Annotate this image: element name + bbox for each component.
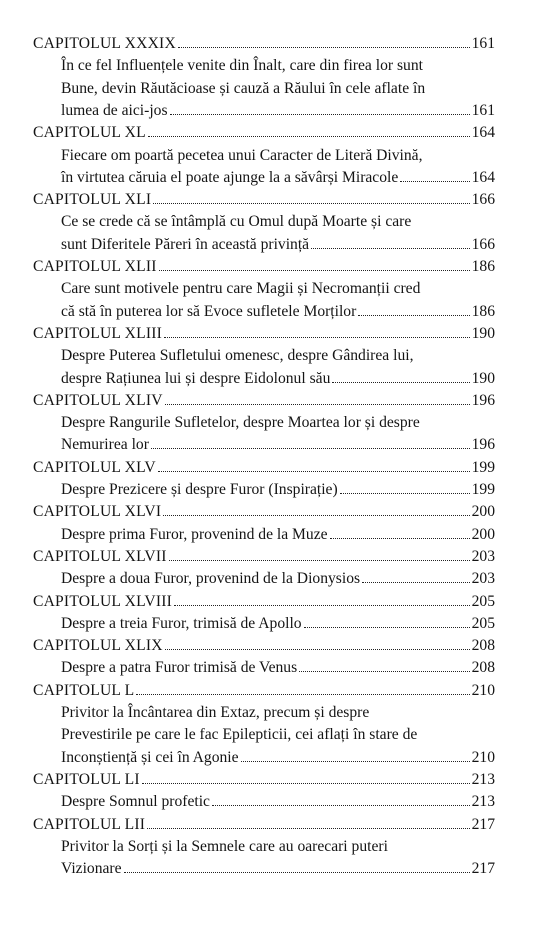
chapter-title: CAPITOLUL XLI bbox=[33, 191, 152, 209]
description-page-number: 200 bbox=[471, 525, 495, 543]
toc-description-line bbox=[61, 702, 495, 724]
toc-description-last-line bbox=[61, 858, 495, 880]
chapter-page-number: 217 bbox=[471, 815, 495, 833]
dot-leader bbox=[362, 582, 470, 583]
dot-leader bbox=[163, 515, 469, 516]
chapter-title: CAPITOLUL XXXIX bbox=[33, 35, 176, 52]
toc-description-line bbox=[61, 345, 495, 367]
description-page-number: 199 bbox=[471, 481, 495, 498]
dot-leader bbox=[304, 627, 470, 628]
dot-leader bbox=[330, 538, 470, 539]
chapter-title: CAPITOLUL XLVII bbox=[33, 547, 167, 565]
toc-chapter-line bbox=[33, 814, 495, 836]
dot-leader bbox=[147, 828, 469, 829]
description-text: Inconștiență și cei în Agonie bbox=[61, 748, 239, 766]
dot-leader bbox=[159, 270, 470, 271]
description-page-number: 166 bbox=[471, 235, 495, 253]
chapter-page-number: 186 bbox=[471, 258, 495, 275]
description-text: că stă în puterea lor să Evoce sufletele Morților bbox=[61, 302, 357, 320]
dot-leader bbox=[169, 560, 470, 561]
description-text: în virtutea căruia el poate ajunge la a săvârși Miracole bbox=[61, 168, 399, 186]
dot-leader bbox=[136, 694, 469, 695]
chapter-page-number: 213 bbox=[471, 770, 495, 788]
description-text: În ce fel Influențele venite din Înalt, care din firea lor sunt bbox=[61, 57, 423, 75]
toc-description-last-line bbox=[61, 791, 495, 813]
toc-description-last-line bbox=[61, 524, 495, 546]
toc-description-last-line bbox=[61, 301, 495, 323]
toc-chapter-line bbox=[33, 635, 495, 657]
toc-description-last-line bbox=[61, 479, 495, 501]
toc-chapter-line bbox=[33, 769, 495, 791]
description-page-number: 203 bbox=[471, 570, 495, 588]
dot-leader bbox=[158, 471, 470, 472]
dot-leader bbox=[165, 649, 470, 650]
toc-chapter-line bbox=[33, 591, 495, 613]
dot-leader bbox=[153, 203, 469, 204]
description-page-number: 210 bbox=[471, 748, 495, 766]
chapter-page-number: 161 bbox=[471, 35, 495, 52]
chapter-title: CAPITOLUL XLIV bbox=[33, 391, 163, 409]
toc-description-line bbox=[61, 412, 495, 434]
description-page-number: 213 bbox=[471, 793, 495, 811]
toc-description-last-line bbox=[61, 747, 495, 769]
dot-leader bbox=[212, 805, 470, 806]
description-page-number: 190 bbox=[471, 369, 495, 387]
description-text: Despre Rangurile Sufletelor, despre Moartea lor și despre bbox=[61, 414, 420, 432]
toc-chapter-line bbox=[33, 33, 495, 55]
toc-description-line bbox=[61, 55, 495, 77]
toc-description-last-line bbox=[61, 613, 495, 635]
dot-leader bbox=[340, 493, 470, 494]
description-text: Vizionare bbox=[61, 860, 122, 878]
toc-description-last-line bbox=[61, 657, 495, 679]
chapter-title: CAPITOLUL XL bbox=[33, 124, 146, 142]
chapter-page-number: 166 bbox=[471, 191, 495, 209]
description-text: Bune, devin Răutăcioase și cauză a Răului în cele aflate în bbox=[61, 79, 426, 97]
toc-chapter-line bbox=[33, 457, 495, 479]
description-text: Nemurirea lor bbox=[61, 436, 149, 454]
description-page-number: 205 bbox=[471, 614, 495, 632]
description-text: Care sunt motivele pentru care Magii și Necromanții cred bbox=[61, 280, 421, 298]
dot-leader bbox=[164, 337, 470, 338]
dot-leader bbox=[178, 47, 470, 48]
chapter-page-number: 208 bbox=[471, 637, 495, 655]
dot-leader bbox=[358, 315, 469, 316]
toc-chapter-line bbox=[33, 546, 495, 568]
description-text: Despre a treia Furor, trimisă de Apollo bbox=[61, 614, 302, 632]
description-text: lumea de aici-jos bbox=[61, 101, 168, 119]
description-text: Privitor la Sorți și la Semnele care au oarecari puteri bbox=[61, 837, 388, 855]
chapter-title: CAPITOLUL XLVI bbox=[33, 503, 162, 521]
chapter-page-number: 196 bbox=[471, 391, 495, 409]
toc-description-last-line bbox=[61, 434, 495, 456]
toc-description-last-line bbox=[61, 568, 495, 590]
dot-leader bbox=[400, 181, 469, 182]
description-text: Ce se crede că se întâmplă cu Omul după Moarte și care bbox=[61, 213, 412, 231]
description-text: Despre prima Furor, provenind de la Muze bbox=[61, 525, 328, 543]
toc-chapter-line bbox=[33, 256, 495, 278]
toc-description-last-line bbox=[61, 100, 495, 122]
chapter-title: CAPITOLUL XLII bbox=[33, 258, 157, 275]
toc-description-line bbox=[61, 145, 495, 167]
chapter-page-number: 210 bbox=[471, 681, 495, 699]
dot-leader bbox=[299, 671, 469, 672]
dot-leader bbox=[151, 448, 470, 449]
description-page-number: 196 bbox=[471, 436, 495, 454]
dot-leader bbox=[241, 761, 470, 762]
chapter-page-number: 164 bbox=[471, 124, 495, 142]
description-text: Despre a doua Furor, provenind de la Dionysios bbox=[61, 570, 361, 588]
toc-chapter-line bbox=[33, 323, 495, 345]
description-text: sunt Diferitele Păreri în această privință bbox=[61, 235, 310, 253]
description-text: Despre Prezicere și despre Furor (Inspirație) bbox=[61, 481, 338, 498]
description-text: Despre Somnul profetic bbox=[61, 793, 210, 811]
dot-leader bbox=[170, 114, 470, 115]
chapter-page-number: 190 bbox=[471, 324, 495, 342]
toc-description-line bbox=[61, 724, 495, 746]
dot-leader bbox=[311, 248, 470, 249]
dot-leader bbox=[165, 404, 470, 405]
toc-description-line bbox=[61, 211, 495, 233]
chapter-page-number: 200 bbox=[471, 503, 495, 521]
dot-leader bbox=[148, 136, 470, 137]
chapter-title: CAPITOLUL XLVIII bbox=[33, 592, 173, 610]
chapter-title: CAPITOLUL LI bbox=[33, 770, 140, 788]
toc-description-line bbox=[61, 278, 495, 300]
description-text: Despre Puterea Sufletului omenesc, despre Gândirea lui, bbox=[61, 347, 414, 365]
chapter-title: CAPITOLUL L bbox=[33, 681, 135, 699]
dot-leader bbox=[332, 382, 469, 383]
description-page-number: 186 bbox=[471, 302, 495, 320]
description-text: Privitor la Încântarea din Extaz, precum și despre bbox=[61, 704, 370, 721]
chapter-page-number: 203 bbox=[471, 547, 495, 565]
toc-chapter-line bbox=[33, 501, 495, 523]
toc-description-last-line bbox=[61, 234, 495, 256]
toc-chapter-line bbox=[33, 189, 495, 211]
toc-description-last-line bbox=[61, 167, 495, 189]
toc-description-line bbox=[61, 836, 495, 858]
description-text: despre Rațiunea lui și despre Eidolonul său bbox=[61, 369, 331, 387]
dot-leader bbox=[174, 605, 470, 606]
chapter-page-number: 205 bbox=[471, 592, 495, 610]
chapter-title: CAPITOLUL XLIX bbox=[33, 637, 163, 655]
toc-description-last-line bbox=[61, 368, 495, 390]
description-text: Despre a patra Furor trimisă de Venus bbox=[61, 659, 298, 677]
dot-leader bbox=[142, 783, 470, 784]
chapter-title: CAPITOLUL LII bbox=[33, 815, 146, 833]
toc-chapter-line bbox=[33, 122, 495, 144]
toc-description-line bbox=[61, 78, 495, 100]
dot-leader bbox=[124, 872, 470, 873]
description-text: Fiecare om poartă pecetea unui Caracter de Literă Divină, bbox=[61, 146, 423, 164]
description-page-number: 217 bbox=[471, 860, 495, 878]
chapter-title: CAPITOLUL XLIII bbox=[33, 324, 163, 342]
description-page-number: 161 bbox=[471, 101, 495, 119]
chapter-page-number: 199 bbox=[471, 458, 495, 476]
description-page-number: 164 bbox=[471, 168, 495, 186]
toc-chapter-line bbox=[33, 680, 495, 702]
toc-chapter-line bbox=[33, 390, 495, 412]
chapter-title: CAPITOLUL XLV bbox=[33, 458, 156, 476]
description-page-number: 208 bbox=[471, 659, 495, 677]
description-text: Prevestirile pe care le fac Epilepticii, cei aflați în stare de bbox=[61, 726, 418, 744]
